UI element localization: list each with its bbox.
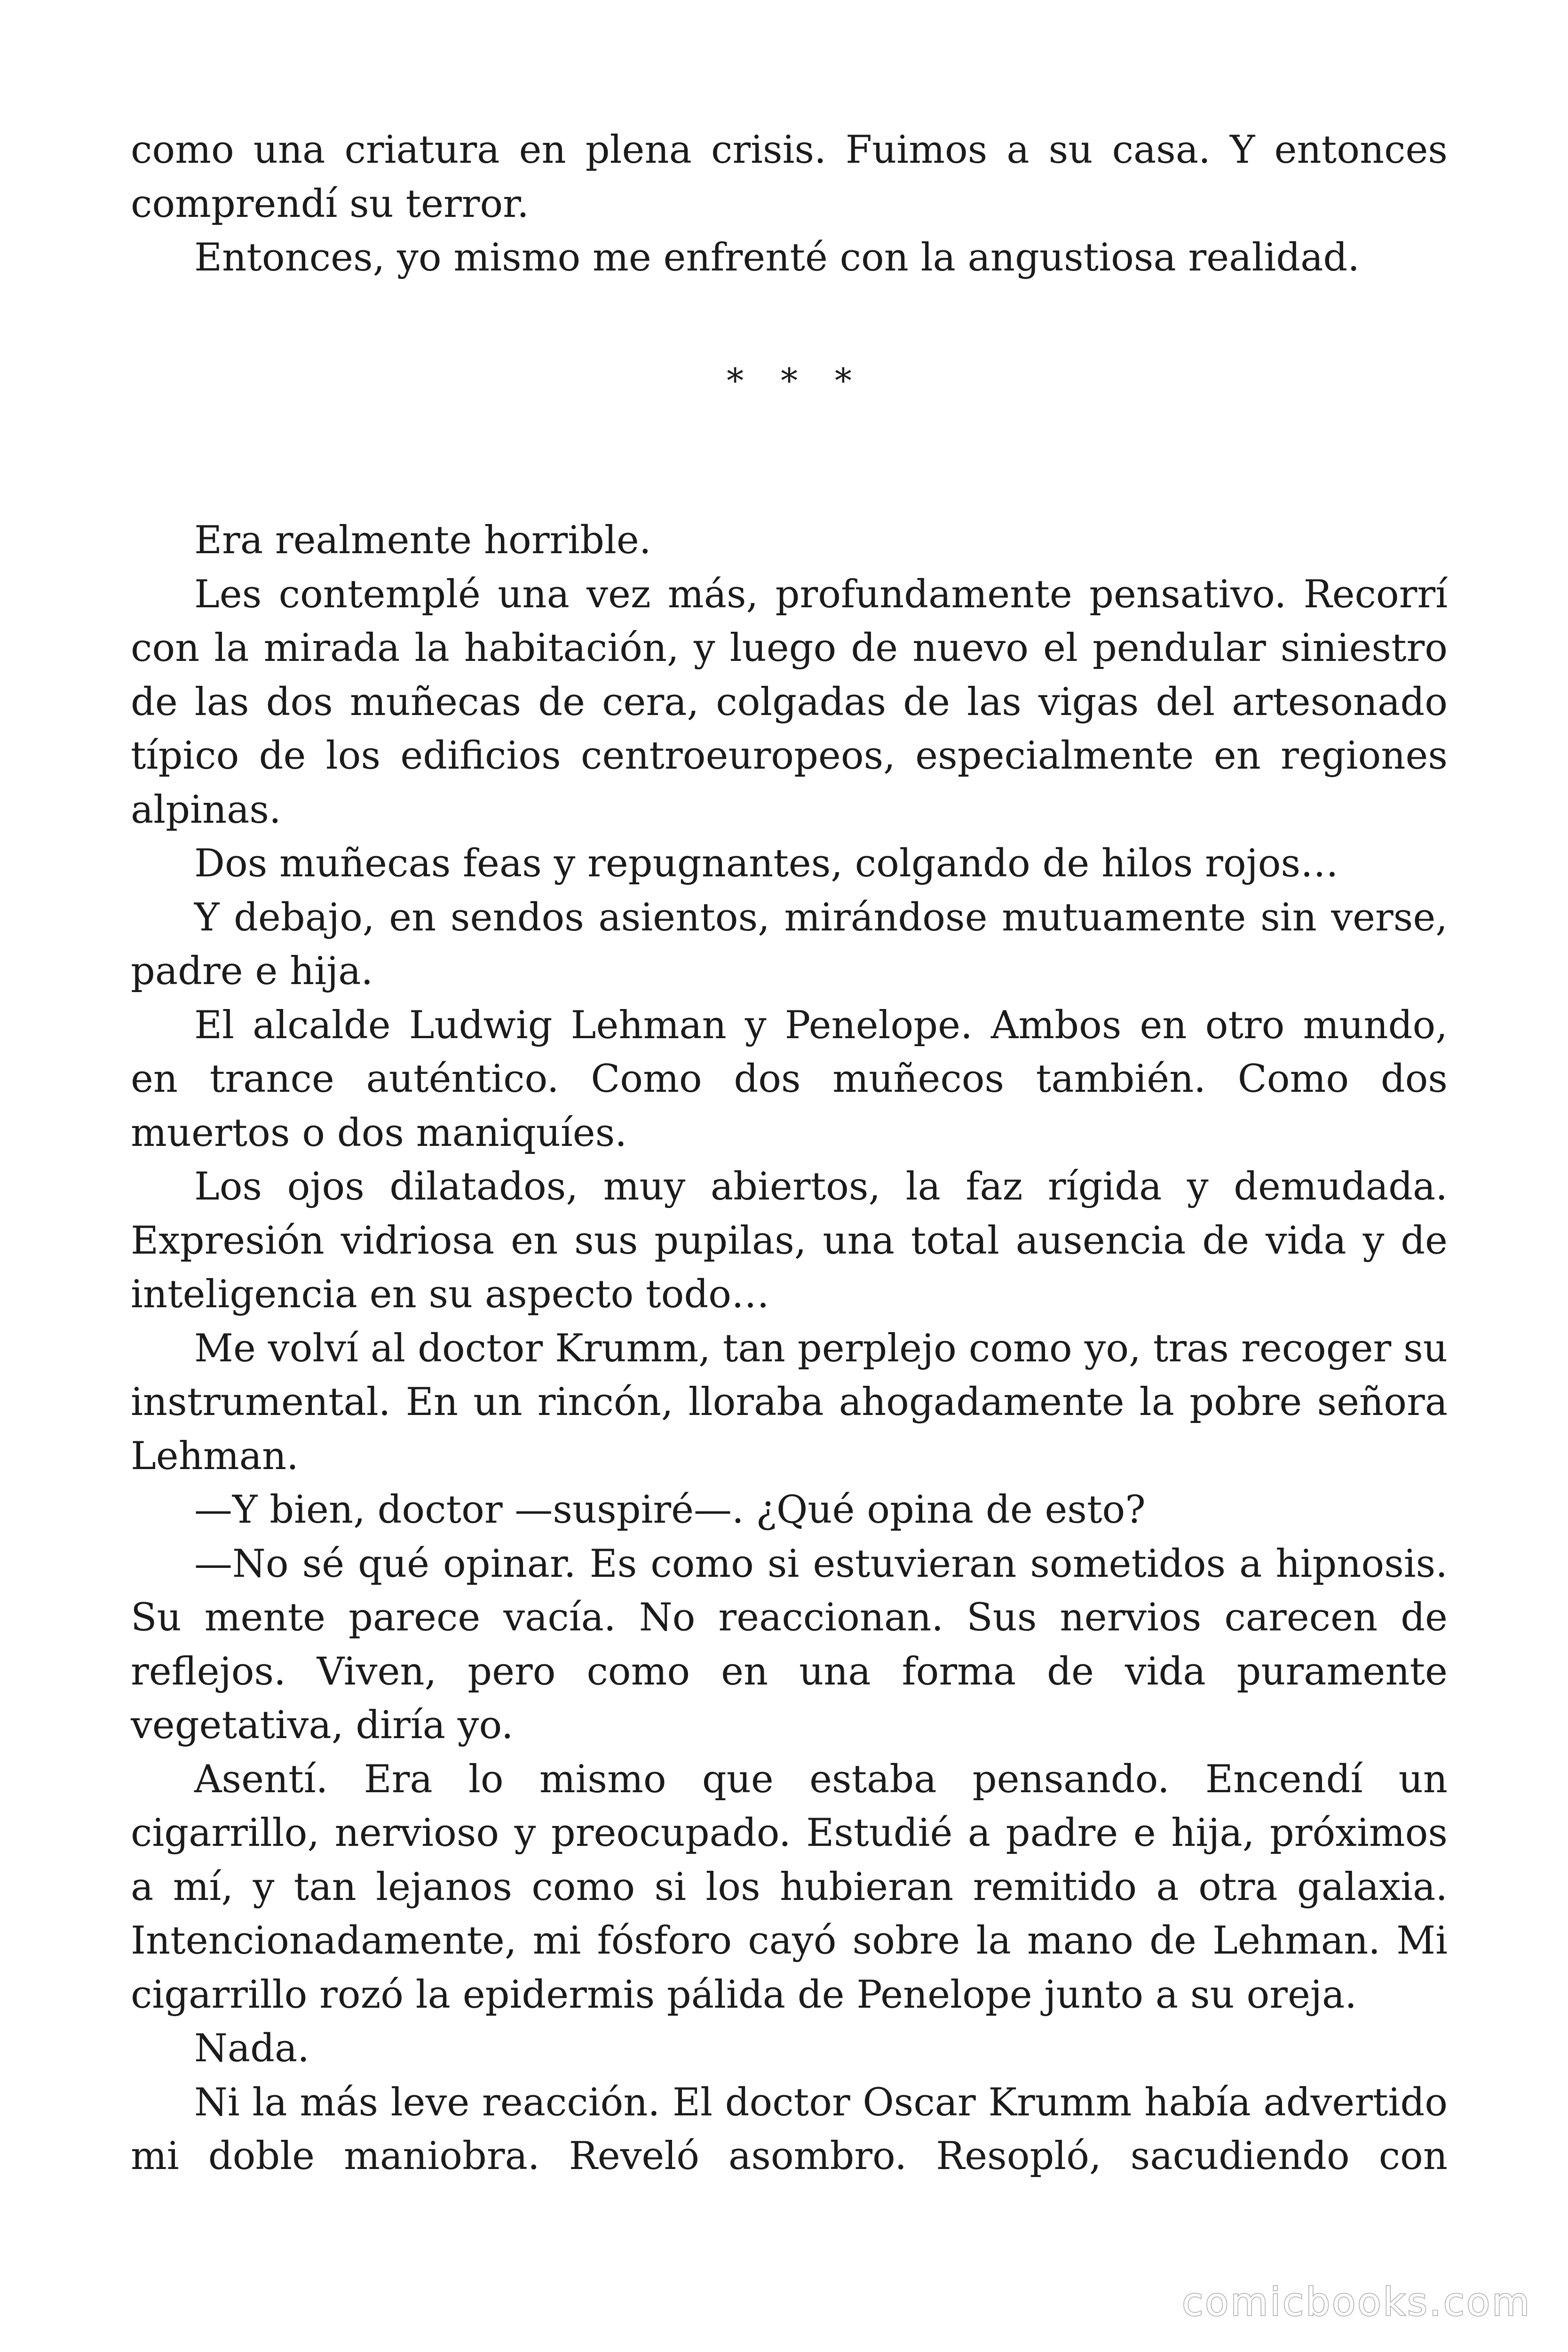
paragraph: Dos muñecas feas y repugnantes, colgando de hilos rojos… (194, 842, 1339, 886)
paragraph: —No sé qué opinar. Es como si estuvieran sometidos a hipnosis. Su mente parece vacía. No reaccionan. Sus nervios carecen de reflejos. Viven, pero como en una forma de vida puramente vegetativa, diría yo. (131, 1542, 1448, 1748)
paragraph: Nada. (194, 2026, 310, 2071)
paragraph-continuation: como una criatura en plena crisis. Fuimos a su casa. Y entonces comprendí su terror. (131, 128, 1448, 226)
paragraph: Me volví al doctor Krumm, tan perplejo como yo, tras recoger su instrumental. En un rincón, lloraba ahogadamente la pobre señora Lehman. (131, 1326, 1448, 1478)
paragraph: Era realmente horrible. (194, 518, 651, 563)
paragraph: Les contemplé una vez más, profundamente pensativo. Recorrí con la mirada la habitación, y luego de nuevo el pendular siniestro de las dos muñecas de cera, colgadas de las vigas del artesonado típico de los edificios centroeuropeos, especialmente en regiones alpinas. (131, 572, 1448, 832)
paragraph-continued: Ni la más leve reacción. El doctor Oscar Krumm había advertido mi doble maniobra. Reveló asombro. Resopló, sacudiendo con (131, 2080, 1448, 2178)
paragraph: —Y bien, doctor —suspiré—. ¿Qué opina de esto? (194, 1488, 1146, 1532)
paragraph: Entonces, yo mismo me enfrenté con la angustiosa realidad. (194, 236, 1360, 280)
paragraph: Asentí. Era lo mismo que estaba pensando. Encendí un cigarrillo, nervioso y preocupado. Estudié a padre e hija, próximos a mí, y tan lejanos como si los hubieran remitido a otra galaxia. Intencionadamente, mi fósforo cayó sobre la mano de Lehman. Mi cigarrillo rozó la epidermis pálida de Penelope junto a su oreja. (131, 1757, 1448, 2017)
section-separator: * * * (727, 360, 865, 400)
paragraph: Y debajo, en sendos asientos, mirándose mutuamente sin verse, padre e hija. (131, 895, 1448, 993)
paragraph: Los ojos dilatados, muy abiertos, la faz rígida y demudada. Expresión vidriosa en sus pupilas, una total ausencia de vida y de inteligencia en su aspecto todo… (131, 1165, 1448, 1317)
paragraph: El alcalde Ludwig Lehman y Penelope. Ambos en otro mundo, en trance auténtico. Como dos muñecos también. Como dos muertos o dos maniquíes. (131, 1003, 1448, 1155)
watermark-logo: comicbooks.com (1182, 2280, 1531, 2325)
page-text (131, 123, 1448, 2184)
